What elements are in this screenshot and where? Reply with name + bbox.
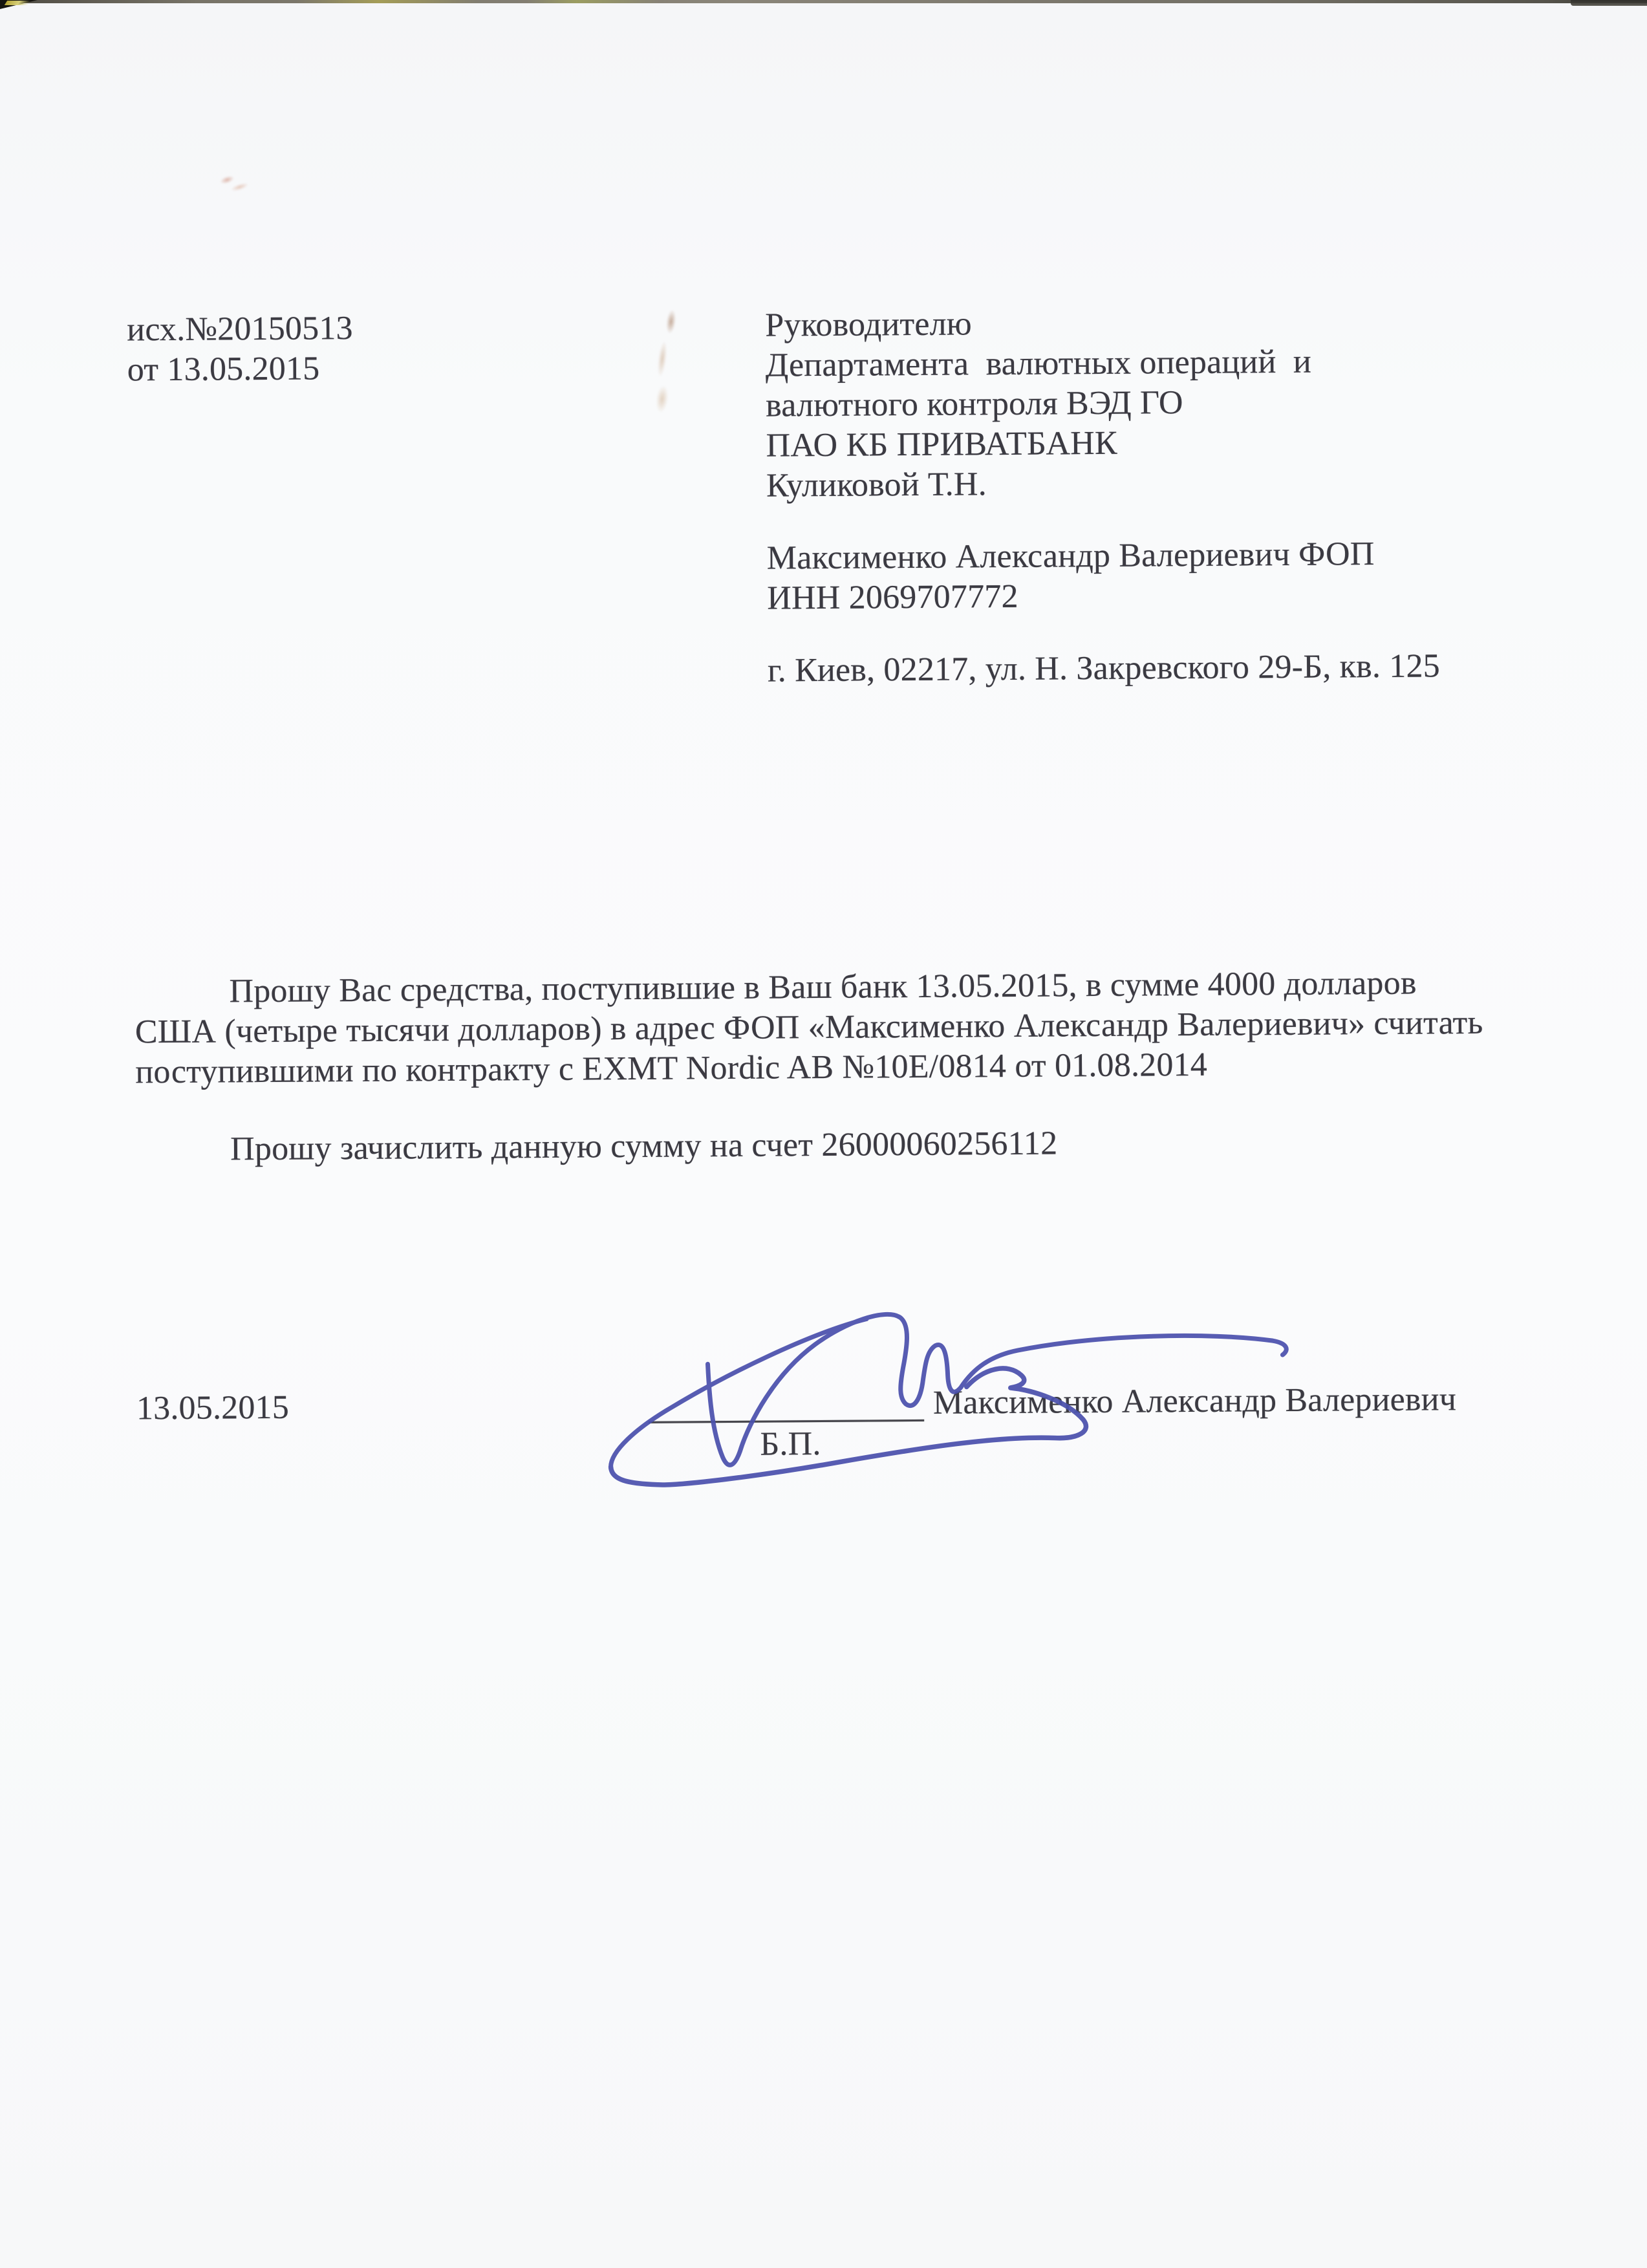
signature-date: 13.05.2015 — [136, 1388, 290, 1427]
recipient-line: Департамента валютных операций и — [765, 343, 1312, 384]
recipient-line: Куликовой Т.Н. — [766, 466, 987, 504]
outgoing-ref-block — [127, 308, 353, 390]
body-line: США (четыре тысячи долларов) в адрес ФОП «Максименко Александр Валериевич» считать — [135, 1004, 1483, 1051]
body-paragraph-2 — [136, 1123, 1058, 1170]
sender-name-line: Максименко Александр Валериевич ФОП — [766, 535, 1375, 577]
signature-name: Максименко Александр Валериевич — [932, 1381, 1457, 1421]
body-line: поступившими по контракту с EXMT Nordic AB №10E/0814 от 01.08.2014 — [135, 1046, 1208, 1091]
outgoing-number: исх.№20150513 — [127, 310, 353, 349]
sender-address-line: г. Киев, 02217, ул. Н. Закревского 29-Б, кв. 125 — [767, 647, 1441, 689]
seal-place-label: Б.П. — [760, 1425, 821, 1463]
scan-corner-yellow-artifact — [5, 1, 30, 5]
body-line: Прошу Вас средства, поступившие в Ваш банк 13.05.2015, в сумме 4000 долларов — [229, 964, 1417, 1010]
outgoing-date: от 13.05.2015 — [127, 350, 320, 389]
body-paragraph-1 — [135, 963, 1483, 1093]
body-line: Прошу зачислить данную сумму на счет 26000060256112 — [230, 1125, 1058, 1168]
sender-inn-line: ИНН 2069707772 — [767, 578, 1018, 617]
blank-line — [766, 501, 1439, 538]
signature-rule — [649, 1420, 924, 1423]
recipient-block — [765, 301, 1440, 691]
blank-line — [767, 614, 1439, 651]
recipient-line: валютного контроля ВЭД ГО — [765, 384, 1183, 424]
recipient-line: ПАО КБ ПРИВАТБАНК — [766, 424, 1117, 464]
recipient-line: Руководителю — [765, 305, 973, 344]
